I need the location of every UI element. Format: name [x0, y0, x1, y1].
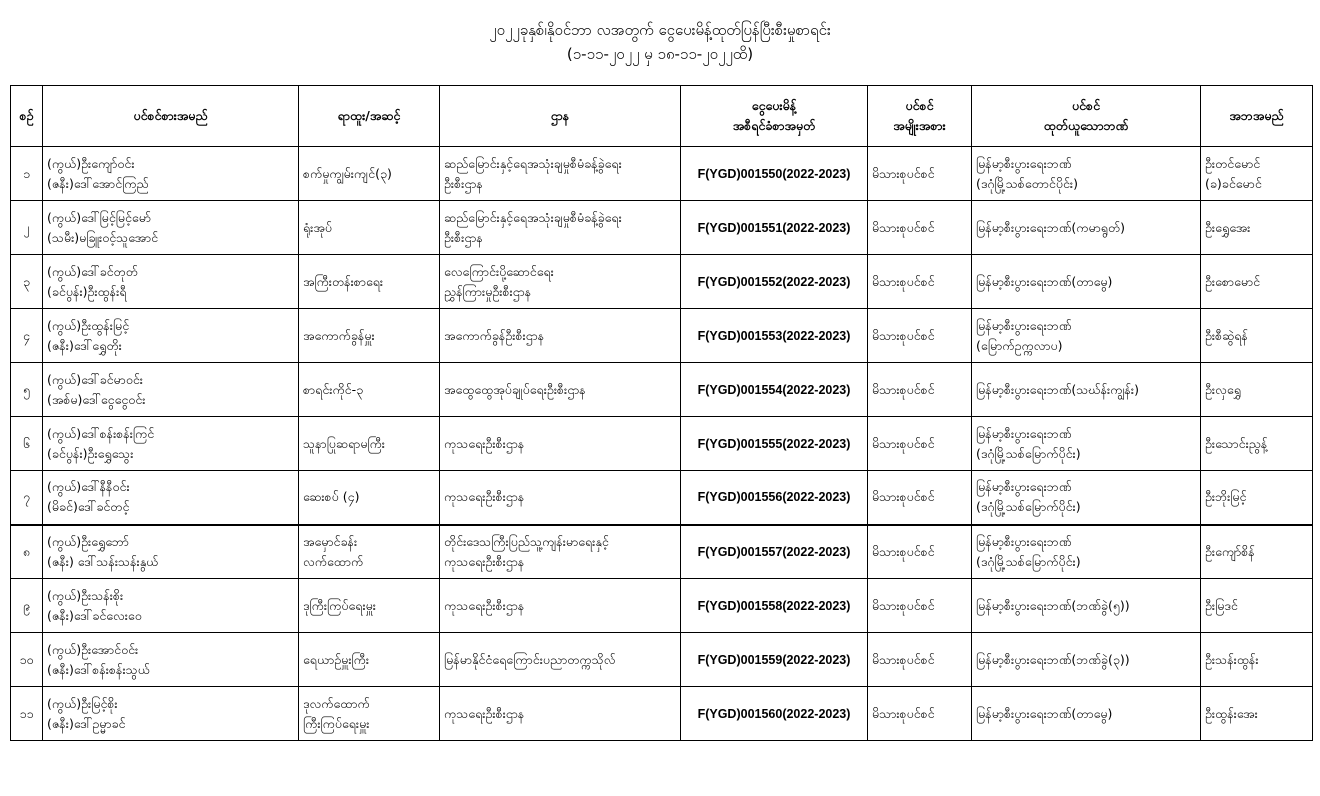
table-body — [11, 147, 1313, 741]
cell-bank — [972, 471, 1201, 525]
cell-pensioner-name-line2: (အစ်မ)ဒေါ်ငွေငွေဝင်း — [47, 391, 146, 407]
cell-father-name-line1: ဦးလှရွှေ — [1205, 381, 1242, 397]
table-row — [11, 147, 1313, 201]
table-row — [11, 417, 1313, 471]
pension-table — [10, 85, 1313, 741]
cell-rank-line1: စက်မှုကျွမ်းကျင်(၃) — [303, 165, 392, 181]
cell-payment-order: F(YGD)001552(2022-2023) — [681, 255, 868, 309]
table-row — [11, 633, 1313, 687]
cell-payment-order: F(YGD)001559(2022-2023) — [681, 633, 868, 687]
cell-department-line1: အထွေထွေအုပ်ချုပ်ရေးဦးစီးဌာန — [444, 381, 586, 397]
cell-bank — [972, 147, 1201, 201]
cell-rank-line1: ဒုလက်ထောက် — [303, 695, 370, 711]
cell-no: ၇ — [11, 471, 43, 525]
table-row — [11, 309, 1313, 363]
cell-father-name-line1: ဦးထွန်းအေး — [1205, 705, 1258, 721]
cell-pensioner-name-line1: (ကွယ်)ဒေါ်ခင်တုတ် — [47, 263, 138, 279]
cell-pensioner-name — [43, 363, 299, 417]
header-payment-order — [681, 86, 868, 147]
cell-pensioner-name — [43, 525, 299, 579]
cell-no: ၁၀ — [11, 633, 43, 687]
cell-rank-line1: ရုံးအုပ် — [303, 219, 332, 235]
cell-bank-line2: (ဒဂုံမြို့သစ်တောင်ပိုင်း) — [976, 175, 1078, 191]
cell-pensioner-name-line2: (ဇနီး)ဒေါ်ခင်လေးဝေ — [47, 607, 142, 623]
cell-father-name — [1201, 633, 1313, 687]
cell-pension-type: မိသားစုပင်စင် — [868, 579, 972, 633]
cell-bank-line1: မြန်မာ့စီးပွားရေးဘဏ်(ဘဏ်ခွဲ(၃)) — [976, 651, 1130, 667]
cell-no: ၄ — [11, 309, 43, 363]
document-date-range: (၁-၁၁-၂၀၂၂ မှ ၁၈-၁၁-၂၀၂၂ထိ) — [566, 45, 754, 63]
cell-father-name-line1: ဦးဘိုးမြင့် — [1205, 489, 1247, 505]
cell-pensioner-name — [43, 633, 299, 687]
cell-pension-type: မိသားစုပင်စင် — [868, 363, 972, 417]
cell-bank-line1: မြန်မာ့စီးပွားရေးဘဏ်(ဘဏ်ခွဲ(၅)) — [976, 597, 1130, 613]
cell-pensioner-name-line1: (ကွယ်)ဒေါ်မြင့်မြင့်မော် — [47, 209, 151, 225]
cell-rank — [299, 417, 440, 471]
cell-department-line1: ကုသရေးဦးစီးဌာန — [444, 705, 525, 721]
cell-pensioner-name-line2: (ဇနီး)ဒေါ်ရွှေတိုး — [47, 337, 122, 353]
cell-rank — [299, 201, 440, 255]
cell-pensioner-name-line1: (ကွယ်)ဦးကျော်ဝင်း — [47, 155, 135, 171]
cell-rank — [299, 471, 440, 525]
cell-department — [440, 255, 681, 309]
cell-bank — [972, 201, 1201, 255]
cell-pension-type: မိသားစုပင်စင် — [868, 633, 972, 687]
cell-department-line1: ကုသရေးဦးစီးဌာန — [444, 489, 525, 505]
cell-bank — [972, 417, 1201, 471]
cell-payment-order: F(YGD)001560(2022-2023) — [681, 687, 868, 741]
cell-father-name — [1201, 417, 1313, 471]
cell-pensioner-name-line2: (ဇနီး)ဒေါ်အောင်ကြည် — [47, 175, 149, 191]
cell-payment-order: F(YGD)001556(2022-2023) — [681, 471, 868, 525]
cell-rank-line2: လက်ထောက် — [303, 553, 364, 569]
cell-rank — [299, 633, 440, 687]
cell-department-line1: မြန်မာနိုင်ငံရေကြောင်းပညာတက္ကသိုလ် — [444, 651, 616, 667]
cell-pensioner-name-line1: (ကွယ်)ဦးမြင့်စိုး — [47, 695, 118, 711]
cell-rank-line1: ဒုကြီးကြပ်ရေးမှူး — [303, 597, 376, 613]
cell-department-line1: လေကြောင်းပို့ဆောင်ရေး — [444, 263, 554, 279]
cell-rank-line1: အကောက်ခွန်မှူး — [303, 327, 375, 343]
cell-no: ၁ — [11, 147, 43, 201]
cell-rank — [299, 687, 440, 741]
cell-pension-type: မိသားစုပင်စင် — [868, 525, 972, 579]
cell-department-line1: ဆည်မြောင်းနှင့်ရေအသုံးချမှုစီမံခန့်ခွဲရေး — [444, 155, 622, 171]
cell-pensioner-name — [43, 201, 299, 255]
cell-no: ၂ — [11, 201, 43, 255]
cell-father-name — [1201, 687, 1313, 741]
cell-father-name-line1: ဦးသောင်းညွန့် — [1205, 435, 1268, 451]
cell-no: ၈ — [11, 525, 43, 579]
cell-department — [440, 525, 681, 579]
table-header — [11, 86, 1313, 147]
cell-payment-order: F(YGD)001557(2022-2023) — [681, 525, 868, 579]
cell-father-name-line2: (ခ)ခင်မောင် — [1205, 175, 1262, 191]
cell-pensioner-name — [43, 579, 299, 633]
cell-pensioner-name-line1: (ကွယ်)ဒေါ်စန်းစန်းကြင် — [47, 425, 155, 441]
cell-bank-line1: မြန်မာ့စီးပွားရေးဘဏ်(ကမာရွတ်) — [976, 219, 1126, 235]
cell-department — [440, 471, 681, 525]
cell-payment-order: F(YGD)001550(2022-2023) — [681, 147, 868, 201]
cell-department-line2: ကုသရေးဦးစီးဌာန — [444, 553, 525, 569]
cell-no: ၅ — [11, 363, 43, 417]
cell-no: ၆ — [11, 417, 43, 471]
cell-bank-line1: မြန်မာ့စီးပွားရေးဘဏ် — [976, 533, 1072, 549]
cell-department — [440, 201, 681, 255]
cell-pensioner-name-line1: (ကွယ်)ဒေါ်နီနီဝင်း — [47, 479, 130, 495]
cell-pensioner-name — [43, 147, 299, 201]
table-row — [11, 687, 1313, 741]
cell-father-name — [1201, 525, 1313, 579]
cell-pension-type: မိသားစုပင်စင် — [868, 309, 972, 363]
cell-rank — [299, 579, 440, 633]
cell-department-line1: ဆည်မြောင်းနှင့်ရေအသုံးချမှုစီမံခန့်ခွဲရေး — [444, 209, 622, 225]
cell-pensioner-name-line2: (မိခင်)ဒေါ်ခင်တင့် — [47, 499, 130, 515]
cell-father-name — [1201, 201, 1313, 255]
cell-pension-type: မိသားစုပင်စင် — [868, 201, 972, 255]
cell-bank — [972, 363, 1201, 417]
cell-payment-order: F(YGD)001553(2022-2023) — [681, 309, 868, 363]
cell-pensioner-name — [43, 687, 299, 741]
header-payment-order-line2: အစီရင်ခံစာအမှတ် — [732, 118, 816, 133]
header-no: စဉ် — [11, 86, 43, 147]
cell-bank — [972, 525, 1201, 579]
header-pensioner-name: ပင်စင်စားအမည် — [43, 86, 299, 147]
cell-father-name — [1201, 255, 1313, 309]
cell-father-name-line1: ဦးသန်းထွန်း — [1205, 651, 1259, 667]
cell-department-line2: ညွှန်ကြားမှုဦးစီးဌာန — [444, 283, 532, 299]
cell-department-line2: ဦးစီးဌာန — [444, 175, 483, 191]
cell-bank-line2: (မြောက်ဥက္ကလာပ) — [976, 337, 1063, 353]
cell-father-name — [1201, 363, 1313, 417]
header-father-name: အဘအမည် — [1201, 86, 1313, 147]
cell-father-name — [1201, 309, 1313, 363]
cell-department — [440, 687, 681, 741]
cell-department-line2: ဦးစီးဌာန — [444, 229, 483, 245]
table-row — [11, 471, 1313, 525]
cell-pensioner-name — [43, 309, 299, 363]
cell-bank-line1: မြန်မာ့စီးပွားရေးဘဏ် — [976, 317, 1072, 333]
cell-payment-order: F(YGD)001554(2022-2023) — [681, 363, 868, 417]
cell-bank-line1: မြန်မာ့စီးပွားရေးဘဏ်(သဃ်န်းကျွန်း) — [976, 381, 1139, 397]
cell-pensioner-name-line1: (ကွယ်)ဦးသန်းစိုး — [47, 587, 124, 603]
table-row — [11, 255, 1313, 309]
cell-payment-order: F(YGD)001558(2022-2023) — [681, 579, 868, 633]
cell-pension-type: မိသားစုပင်စင် — [868, 255, 972, 309]
cell-father-name-line1: ဦးစီဆွဲရန် — [1205, 327, 1248, 343]
cell-pensioner-name-line2: (ခင်ပွန်း)ဦးရွှေသွေး — [47, 445, 134, 461]
cell-department — [440, 633, 681, 687]
cell-payment-order: F(YGD)001555(2022-2023) — [681, 417, 868, 471]
cell-pensioner-name-line1: (ကွယ်)ဦးရွှေဘော် — [47, 533, 129, 549]
cell-department-line1: တိုင်းဒေသကြီးပြည်သူ့ကျန်းမာရေးနှင့် — [444, 533, 609, 549]
table-row — [11, 579, 1313, 633]
cell-rank-line1: အကြီးတန်းစာရေး — [303, 273, 384, 289]
cell-bank-line2: (ဒဂုံမြို့သစ်မြောက်ပိုင်း) — [976, 445, 1081, 461]
cell-pension-type: မိသားစုပင်စင် — [868, 147, 972, 201]
cell-rank-line1: ရေယာဉ်မှူးကြီး — [303, 651, 369, 667]
cell-father-name — [1201, 579, 1313, 633]
table-row — [11, 201, 1313, 255]
cell-pensioner-name-line2: (ခင်ပွန်း)ဦးထွန်းရီ — [47, 283, 127, 299]
cell-department — [440, 417, 681, 471]
cell-department-line1: ကုသရေးဦးစီးဌာန — [444, 597, 525, 613]
cell-no: ၁၁ — [11, 687, 43, 741]
cell-bank — [972, 687, 1201, 741]
cell-father-name-line1: ဦးရွှေအေး — [1205, 219, 1251, 235]
cell-father-name-line1: ဦးကျော်စိန် — [1205, 543, 1255, 559]
cell-pensioner-name — [43, 417, 299, 471]
header-row — [11, 86, 1313, 147]
cell-pension-type: မိသားစုပင်စင် — [868, 417, 972, 471]
cell-bank — [972, 309, 1201, 363]
header-pension-type — [868, 86, 972, 147]
cell-pensioner-name-line1: (ကွယ်)ဦးထွန်းမြင့် — [47, 317, 130, 333]
cell-no: ၉ — [11, 579, 43, 633]
cell-no: ၃ — [11, 255, 43, 309]
header-bank — [972, 86, 1201, 147]
cell-rank — [299, 309, 440, 363]
cell-father-name — [1201, 147, 1313, 201]
cell-bank — [972, 579, 1201, 633]
cell-pensioner-name — [43, 255, 299, 309]
cell-rank-line1: ဆေးစပ် (၄) — [303, 489, 360, 505]
cell-rank — [299, 147, 440, 201]
document-header — [0, 18, 1320, 66]
cell-bank-line1: မြန်မာ့စီးပွားရေးဘဏ်(တာမွေ) — [976, 705, 1113, 721]
header-department: ဌာန — [440, 86, 681, 147]
cell-father-name-line1: ဦးတင်မောင် — [1205, 155, 1261, 171]
header-rank: ရာထူး/အဆင့် — [299, 86, 440, 147]
header-payment-order-line1: ငွေပေးမိန့် — [751, 98, 797, 113]
cell-pensioner-name-line2: (ဇနီး) ဒေါ်သန်းသန်းနွယ် — [47, 553, 159, 569]
cell-bank-line1: မြန်မာ့စီးပွားရေးဘဏ် — [976, 479, 1072, 495]
cell-pensioner-name-line1: (ကွယ်)ဒေါ်ခင်မာဝင်း — [47, 371, 143, 387]
cell-pensioner-name-line2: (ဇနီး)ဒေါ်စန်းစန်းသွယ် — [47, 661, 150, 677]
header-pension-type-line1: ပင်စင် — [905, 98, 934, 113]
cell-bank-line1: မြန်မာ့စီးပွားရေးဘဏ် — [976, 155, 1072, 171]
cell-bank — [972, 255, 1201, 309]
table-row — [11, 525, 1313, 579]
header-pension-type-line2: အမျိုးအစား — [893, 118, 946, 133]
cell-rank-line1: အမှောင်ခန်း — [303, 533, 358, 549]
cell-rank — [299, 525, 440, 579]
cell-rank-line1: သူနာပြုဆရာမကြီး — [303, 435, 385, 451]
cell-department — [440, 579, 681, 633]
cell-bank-line2: (ဒဂုံမြို့သစ်မြောက်ပိုင်း) — [976, 553, 1081, 569]
cell-department-line1: အကောက်ခွန်ဦးစီးဌာန — [444, 327, 545, 343]
cell-rank-line1: စာရင်းကိုင်-၃ — [303, 381, 364, 397]
cell-department — [440, 147, 681, 201]
cell-pension-type: မိသားစုပင်စင် — [868, 471, 972, 525]
cell-pension-type: မိသားစုပင်စင် — [868, 687, 972, 741]
document-title: ၂၀၂၂ခုနှစ်၊နိုဝင်ဘာ လအတွက် ငွေပေးမိန့်ထုတ်ပြန်ပြီးစီးမှုစာရင်း — [489, 21, 831, 39]
cell-pensioner-name-line2: (ဇနီး)ဒေါ်ဥမ္မာခင် — [47, 715, 126, 731]
cell-rank-line2: ကြီးကြပ်ရေးမှူး — [303, 715, 370, 731]
cell-pensioner-name-line1: (ကွယ်)ဦးအောင်ဝင်း — [47, 641, 139, 657]
cell-bank-line2: (ဒဂုံမြို့သစ်မြောက်ပိုင်း) — [976, 499, 1081, 515]
header-bank-line2: ထုတ်ယူသောဘဏ် — [1043, 118, 1129, 133]
cell-department — [440, 309, 681, 363]
table-row — [11, 363, 1313, 417]
cell-bank-line1: မြန်မာ့စီးပွားရေးဘဏ်(တာမွေ) — [976, 273, 1113, 289]
cell-rank — [299, 363, 440, 417]
cell-department-line1: ကုသရေးဦးစီးဌာန — [444, 435, 525, 451]
cell-pensioner-name — [43, 471, 299, 525]
cell-bank-line1: မြန်မာ့စီးပွားရေးဘဏ် — [976, 425, 1072, 441]
cell-department — [440, 363, 681, 417]
cell-pensioner-name-line2: (သမီး)မခြူးဝင့်သူအောင် — [47, 229, 159, 245]
cell-father-name-line1: ဦးစောမောင် — [1205, 273, 1261, 289]
cell-payment-order: F(YGD)001551(2022-2023) — [681, 201, 868, 255]
cell-bank — [972, 633, 1201, 687]
cell-rank — [299, 255, 440, 309]
header-bank-line1: ပင်စင် — [1071, 98, 1101, 113]
cell-father-name-line1: ဦးမြဒင် — [1205, 597, 1238, 613]
cell-father-name — [1201, 471, 1313, 525]
